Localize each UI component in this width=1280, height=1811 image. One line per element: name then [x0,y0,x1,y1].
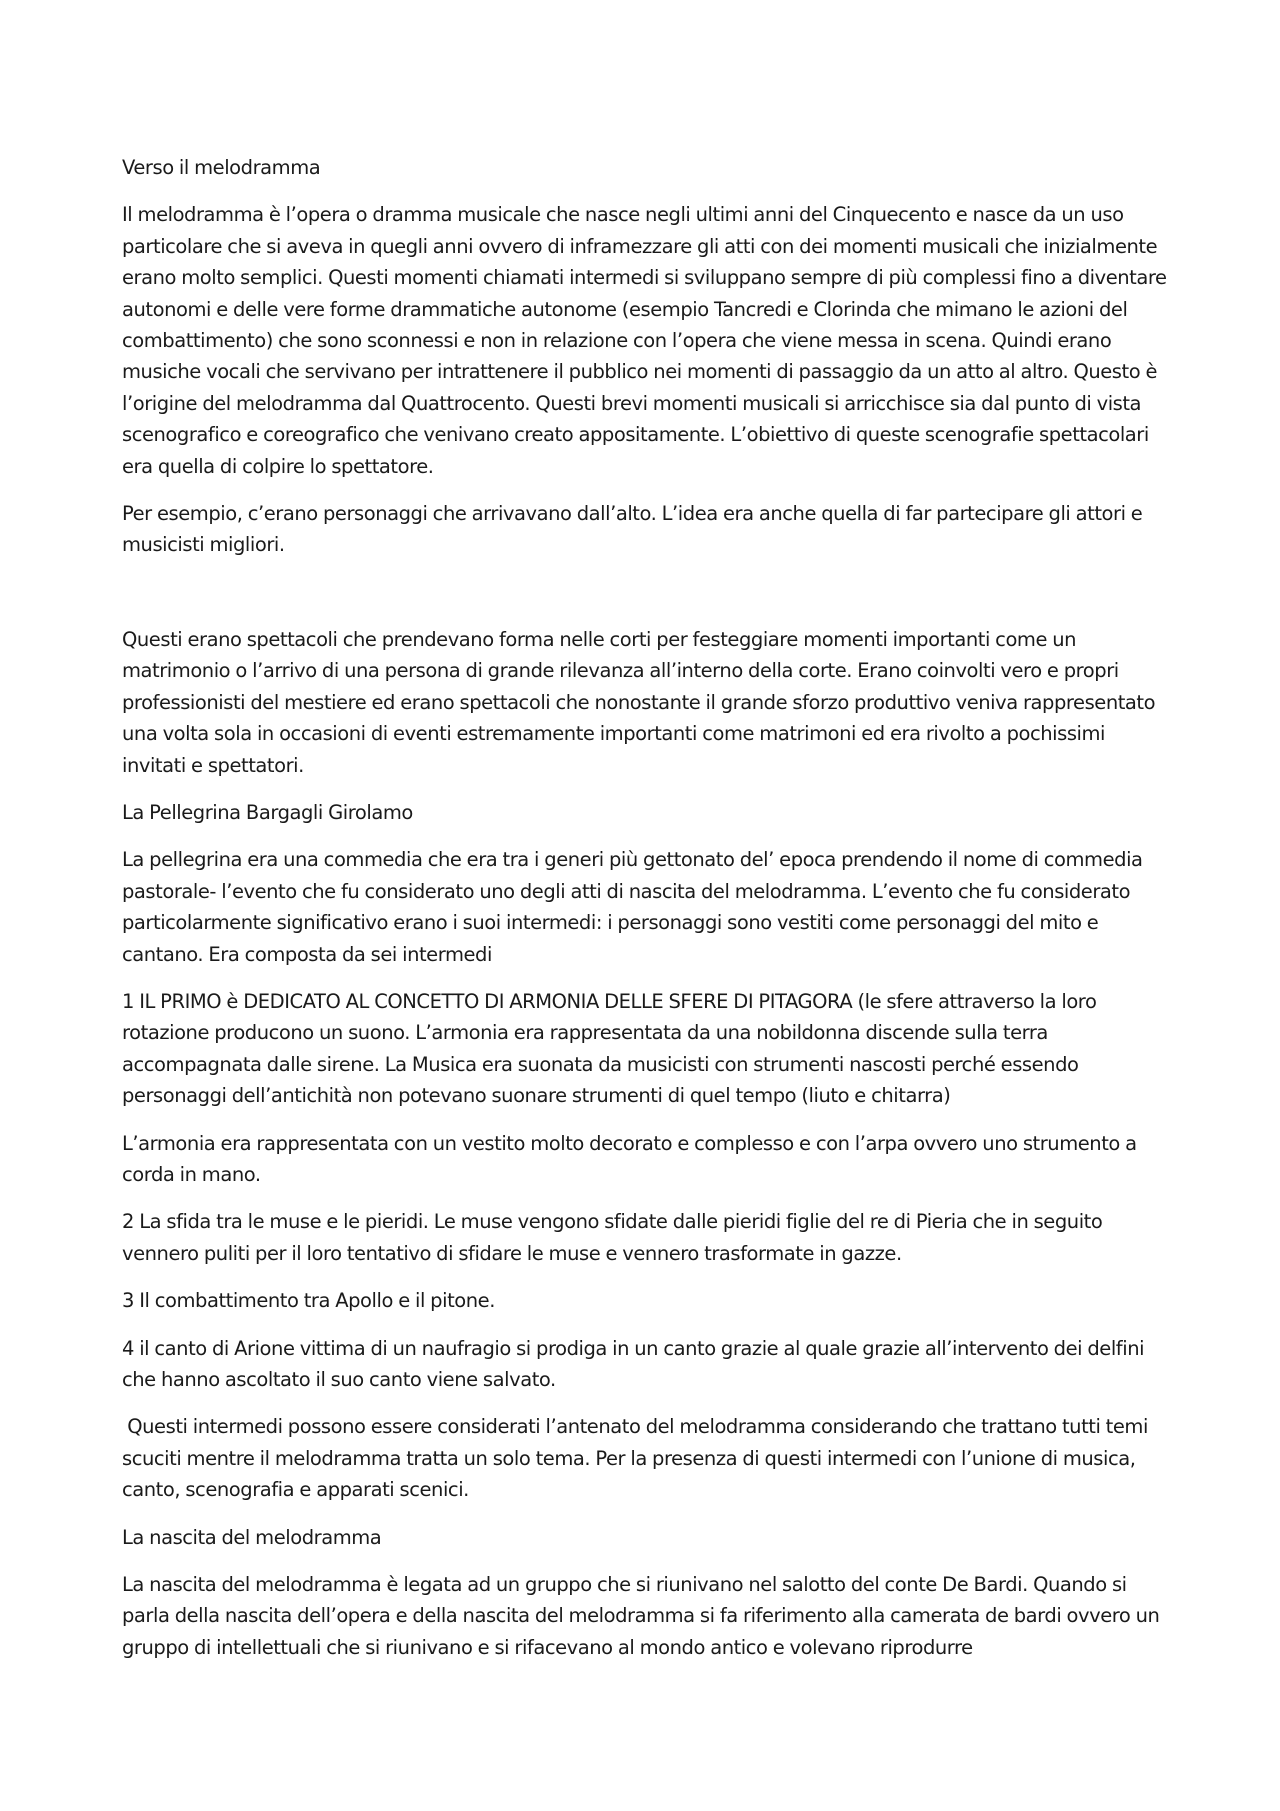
page-title: Verso il melodramma [122,156,321,179]
paragraph: La nascita del melodramma è legata ad un gruppo che si riunivano nel salotto del conte De Bardi. Quando si parla della nascita dell’opera e della nascita del melodramma si fa riferimento alla camerata de bardi ovvero un gruppo di intellettuali che si riunivano e si rifacevano al mondo antico e volevano riprodurre [122,1573,1160,1659]
paragraph: 2 La sfida tra le muse e le pieridi. Le muse vengono sfidate dalle pieridi figlie del re di Pieria che in seguito vennero puliti per il loro tentativo di sfidare le muse e vennero trasformate in gazze. [122,1210,1103,1265]
paragraph: Questi intermedi possono essere considerati l’antenato del melodramma considerando che trattano tutti temi scuciti mentre il melodramma tratta un solo tema. Per la presenza di questi intermedi con l’unione di musica, canto, scenografia e apparati scenici. [122,1415,1154,1502]
paragraph: Il melodramma è l’opera o dramma musicale che nasce negli ultimi anni del Cinquecento e nasce da un uso particolare che si aveva in quegli anni ovvero di inframezzare gli atti con dei momenti musicali che inizialmente erano molto semplici. Questi momenti chiamati intermedi si sviluppano sempre di più complessi fino a diventare autonomi e delle vere forme drammatiche autonome (esempio Tancredi e Clorinda che mimano le azioni del combattimento) che sono sconnessi e non in relazione con l’opera che viene messa in scena. Quindi erano musiche vocali che servivano per intrattenere il pubblico nei momenti di passaggio da un atto al altro. Questo è l’origine del melodramma dal Quattrocento. Questi brevi momenti musicali si arricchisce sia dal punto di vista scenografico e coreografico che venivano creato appositamente. L’obiettivo di queste scenografie spettacolari era quella di colpire lo spettatore. [122,203,1167,478]
paragraph: Per esempio, c’erano personaggi che arrivavano dall’alto. L’idea era anche quella di far partecipare gli attori e musicisti migliori. [122,502,1143,557]
paragraph: La pellegrina era una commedia che era tra i generi più gettonato del’ epoca prendendo il nome di commedia pastorale- l’evento che fu considerato uno degli atti di nascita del melodramma. L’evento che fu considerato particolarmente significativo erano i suoi intermedi: i personaggi sono vestiti come personaggi del mito e cantano. Era composta da sei intermedi [122,848,1143,966]
paragraph: 1 IL PRIMO è DEDICATO AL CONCETTO DI ARMONIA DELLE SFERE DI PITAGORA (le sfere attraverso la loro rotazione producono un suono. L’armonia era rappresentata da una nobildonna discende sulla terra accompagnata dalle sirene. La Musica era suonata da musicisti con strumenti nascosti perché essendo personaggi dell’antichità non potevano suonare strumenti di quel tempo (liuto e chitarra) [122,989,1097,1108]
paragraph: L’armonia era rappresentata con un vestito molto decorato e complesso e con l’arpa ovvero uno strumento a corda in mano. [122,1131,1137,1186]
section-heading: La nascita del melodramma [122,1525,382,1549]
blank-line [122,577,1172,624]
document-body [122,152,1172,1679]
paragraph: 3 Il combattimento tra Apollo e il pitone. [122,1289,495,1313]
section-heading: La Pellegrina Bargagli Girolamo [122,800,413,824]
paragraph: 4 il canto di Arione vittima di un naufragio si prodiga in un canto grazie al quale grazie all’intervento dei delfini che hanno ascoltato il suo canto viene salvato. [122,1336,1145,1391]
paragraph: Questi erano spettacoli che prendevano forma nelle corti per festeggiare momenti importanti come un matrimonio o l’arrivo di una persona di grande rilevanza all’interno della corte. Erano coinvolti vero e propri professionisti del mestiere ed erano spettacoli che nonostante il grande sforzo produttivo veniva rappresentato una volta sola in occasioni di eventi estremamente importanti come matrimoni ed era rivolto a pochissimi invitati e spettatori. [122,627,1156,777]
